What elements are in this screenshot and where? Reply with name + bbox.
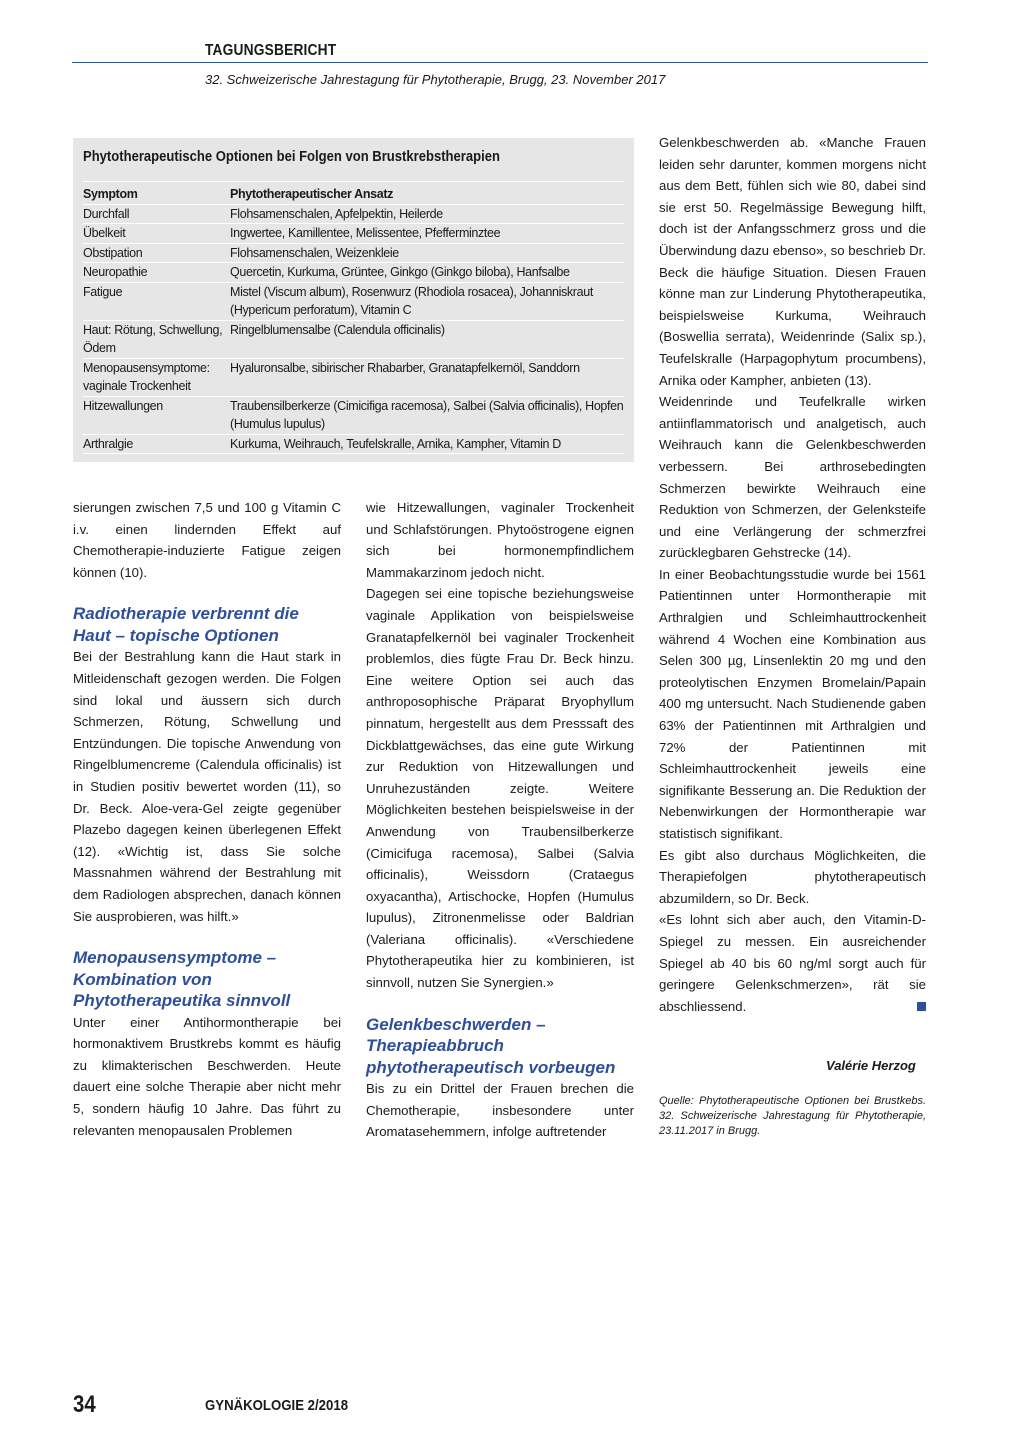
section-heading: Radiotherapie verbrennt die Haut – topische Optionen <box>73 604 299 645</box>
symptom-cell: Neuropathie <box>83 265 148 279</box>
journal-name: GYNÄKOLOGIE 2/2018 <box>205 1397 349 1414</box>
paragraph: wie Hitzewallungen, vaginaler Trockenheit und Schlafstörungen. Phytoöstrogene eignen sich bei hormonempfindlichem Mammakarzinom jedoch nicht. <box>366 500 634 580</box>
column-1 <box>73 497 341 1141</box>
table-row <box>83 244 624 264</box>
symptom-cell: Obstipation <box>83 245 143 260</box>
table-header-symptom: Symptom <box>83 187 138 201</box>
paragraph: Unter einer Antihormontherapie bei hormonaktivem Brustkrebs kommt es häufig zu klimakterischen Beschwerden. Heute dauert eine solche Therapie aber nicht mehr 5, sondern häufig 10 Jahre. Das führt zu relevanten menopausalen Problemen <box>73 1014 341 1138</box>
paragraph: Weidenrinde und Teufelkralle wirken antiinflammatorisch und analgetisch, auch Weihrauch kann die Gelenkbeschwerden verbessern. Bei arthrosebedingten Schmerzen bewirkte Weihrauch eine Reduktion von Schmerzen, der Gelenksteife und eine Verlängerung der schmerzfrei zurücklegbaren Gehstrecke (14). <box>659 394 926 561</box>
ansatz-cell: Flohsamenschalen, Apfelpektin, Heilerde <box>230 206 443 221</box>
symptom-cell: Fatigue <box>83 284 123 299</box>
header-subtitle: 32. Schweizerische Jahrestagung für Phytotherapie, Brugg, 23. November 2017 <box>205 72 666 87</box>
source-note: Quelle: Phytotherapeutische Optionen bei Brustkebs. 32. Schweizerische Jahrestagung für Phytotherapie, 23.11.2017 in Brugg. <box>659 1095 926 1137</box>
ansatz-cell: Hyaluronsalbe, sibirischer Rhabarber, Granatapfelkernöl, Sanddorn <box>230 360 580 375</box>
section-label: TAGUNGSBERICHT <box>205 42 337 59</box>
table-row <box>83 263 624 283</box>
paragraph: Gelenkbeschwerden ab. «Manche Frauen leiden sehr darunter, kommen morgens nicht aus dem Bett, fühlen sich wie 80, dabei sind sie erst 50. Regelmässige Bewegung hilft, doch ist der Anfangsschmerz gross und die Überwindung dazu ebenso», so beschrieb Dr. Beck die häufige Situation. Diesen Frauen könne man zur Linderung Phytotherapeutika, beispielsweise Kurkuma, Weihrauch (Boswellia serrata), Weidenrinde (Salix sp.), Teufelskralle (Harpagophytum procumbens), Arnika oder Kampher, anbieten (13). <box>659 135 926 388</box>
paragraph: Bis zu ein Drittel der Frauen brechen die Chemotherapie, insbesondere unter Aromatasehemmern, infolge auftretender <box>366 1081 634 1140</box>
table-header-row <box>83 185 624 205</box>
ansatz-cell: Flohsamenschalen, Weizenkleie <box>230 245 399 260</box>
table-row <box>83 435 624 455</box>
table-row <box>83 205 624 225</box>
symptom-cell: Menopausensymptome: vaginale Trockenheit <box>83 360 210 393</box>
symptom-cell: Arthralgie <box>83 436 133 451</box>
ansatz-cell: Kurkuma, Weihrauch, Teufelskralle, Arnika, Kampher, Vitamin D <box>230 436 561 451</box>
ansatz-cell: Quercetin, Kurkuma, Grüntee, Ginkgo (Ginkgo biloba), Hanfsalbe <box>230 265 570 279</box>
section-heading: Gelenkbeschwerden – Therapieabbruch phytotherapeutisch vorbeugen <box>366 1014 616 1077</box>
paragraph: sierungen zwischen 7,5 und 100 g Vitamin C i.v. einen lindernden Effekt auf Chemotherapie-induzierte Fatigue zeigen können (10). <box>73 500 341 580</box>
paragraph: Es gibt also durchaus Möglichkeiten, die Therapiefolgen phytotherapeutisch abzumildern, so Dr. Beck. <box>659 847 926 906</box>
ansatz-cell: Ingwertee, Kamillentee, Melissentee, Pfefferminztee <box>230 226 501 240</box>
paragraph <box>659 909 926 1017</box>
ansatz-cell: Mistel (Viscum album), Rosenwurz (Rhodiola rosacea), Johanniskraut (Hypericum perforatum), Vitamin C <box>230 284 593 317</box>
section-heading: Menopausensymptome – Kombination von Phytotherapeutika sinnvoll <box>73 948 291 1011</box>
symptom-cell: Übelkeit <box>83 226 126 240</box>
page-number: 34 <box>73 1391 96 1418</box>
table-row <box>83 397 624 435</box>
author: Valérie Herzog <box>826 1058 916 1073</box>
end-square-icon <box>917 1002 926 1011</box>
paragraph: In einer Beobachtungsstudie wurde bei 1561 Patientinnen unter Hormontherapie mit Arthralgien und Schleimhauttrockenheit während 4 Wochen eine Kombination aus Selen 300 µg, Linsenlektin 20 mg und den proteolytischen Enzymen Bromelain/Papain 400 mg untersucht. Nach Studienende gaben 63% der Patientinnen mit Arthralgien und 72% der Patientinnen mit Schleimhauttrockenheit jeweils eine signifikante Besserung an. Die Reduktion der Nebenwirkungen der Hormontherapie war statistisch signifikant. <box>659 566 926 841</box>
table-row <box>83 224 624 244</box>
column-3 <box>659 132 926 1017</box>
table-rule <box>83 181 624 182</box>
header-rule <box>72 62 928 63</box>
ansatz-cell: Ringelblumensalbe (Calendula officinalis) <box>230 322 445 337</box>
symptom-cell: Haut: Rötung, Schwellung, Ödem <box>83 322 223 355</box>
table-row <box>83 321 624 359</box>
paragraph: Bei der Bestrahlung kann die Haut stark in Mitleidenschaft gezogen werden. Die Folgen sind lokal und äussern sich durch Schmerzen, Rötung, Schwellung und Entzündungen. Die topische Anwendung von Ringelblumencreme (Calendula officinalis) ist in Studien positiv bewertet worden (11), so Dr. Beck. Aloe-vera-Gel zeigte gegenüber Plazebo dagegen keinen überlegenen Effekt (12). «Wichtig ist, dass Sie solche Massnahmen während der Bestrahlung mit dem Radiologen absprechen, danach können Sie ausprobieren, was hilft.» <box>73 649 341 924</box>
column-2 <box>366 497 634 1143</box>
table-header-ansatz: Phytotherapeutischer Ansatz <box>230 187 394 201</box>
table-row <box>83 359 624 397</box>
symptom-cell: Durchfall <box>83 206 130 221</box>
table-body <box>83 185 624 454</box>
closing-text: «Es lohnt sich aber auch, den Vitamin-D-Spiegel zu messen. Ein ausreichender Spiegel ab 40 bis 60 ng/ml sorgt auch für geringere Gelenkschmerzen», rät sie abschliessend. <box>659 912 926 1014</box>
symptom-cell: Hitzewallungen <box>83 398 163 413</box>
ansatz-cell: Traubensilberkerze (Cimicifiga racemosa), Salbei (Salvia officinalis), Hopfen (Humulus lupulus) <box>230 398 624 431</box>
table-row <box>83 283 624 321</box>
paragraph: Dagegen sei eine topische beziehungsweise vaginale Applikation von beispielsweise Granatapfelkernöl bei vaginaler Trockenheit problemlos, dies fügte Frau Dr. Beck hinzu. Eine weitere Option sei auch das anthroposophische Präparat Bryophyllum pinnatum, hergestellt aus dem Presssaft des Dickblattgewächses, das eine gute Wirkung zur Reduktion von Hitzewallungen und Unruhezuständen zeigte. Weitere Möglichkeiten bestehen beispielsweise in der Anwendung von Traubensilberkerze (Cimicifuga racemosa), Salbei (Salvia officinalis), Weissdorn (Crataegus oxyacantha), Artischocke, Hopfen (Humulus lupulus), Zitronenmelisse oder Baldrian (Valeriana officinalis). «Verschiedene Phytotherapeutika hier zu kombinieren, ist sinnvoll, nutzen Sie Synergien.» <box>366 586 634 991</box>
info-table <box>73 138 634 462</box>
table-title: Phytotherapeutische Optionen bei Folgen von Brustkrebstherapien <box>83 149 500 165</box>
